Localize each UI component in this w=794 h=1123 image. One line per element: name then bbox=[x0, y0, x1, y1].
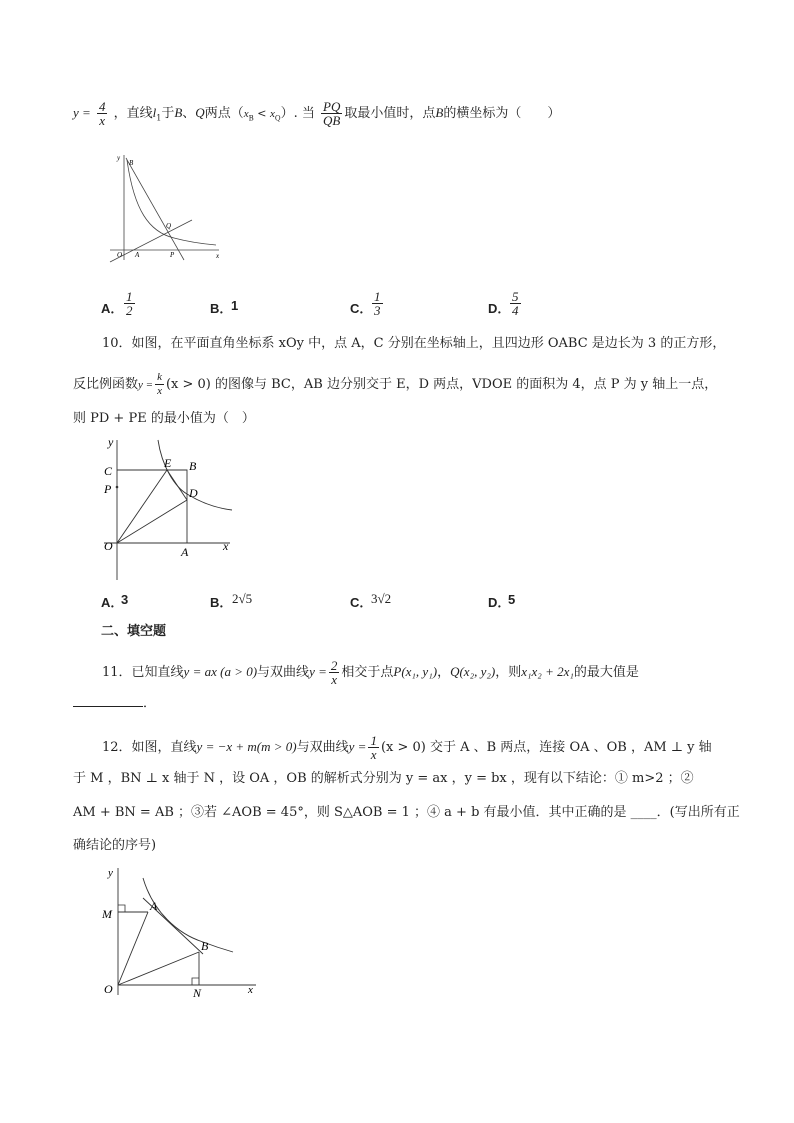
q10-line2: 反比例函数y = $\frac{k}{x}$ (x > 0) 的图像与 BC，AB 边分别交于 E，D 两点，VDOE 的面积为 4，点 P 为 y 轴上一点， bbox=[73, 371, 718, 397]
q12-label-x: x bbox=[248, 984, 253, 996]
q12-segment-ob bbox=[118, 952, 199, 985]
q10-option-a-letter[interactable]: A． bbox=[101, 595, 124, 610]
q12-right-angle-m bbox=[118, 905, 125, 912]
q10-label-o: O bbox=[104, 539, 113, 553]
q12-line1: 12．如图，直线y = −x + m(m > 0)与双曲线y = $\frac{1}{x}$ (x > 0) 交于 A 、B 两点，连接 OA 、OB ，AM ⊥ y 轴 bbox=[102, 733, 712, 762]
q12-line4: 确结论的序号) bbox=[73, 838, 157, 853]
q10-label-p: P bbox=[104, 482, 112, 496]
q9-option-c-value[interactable]: $\frac{1}{3}$ bbox=[374, 289, 381, 318]
q12-label-y: y bbox=[108, 867, 113, 879]
q12-line2: 于 M ，BN ⊥ x 轴于 N ，设 OA ，OB 的解析式分别为 y = ax ，y = bx ，现有以下结论：① m>2 ；② bbox=[73, 771, 694, 786]
q9-label-x: x bbox=[216, 252, 220, 260]
section-title-fill-blank: 二、填空题 bbox=[101, 623, 167, 638]
q9-line-l2 bbox=[110, 220, 192, 262]
q10-segment-oe bbox=[117, 470, 167, 543]
q9-option-c-letter[interactable]: C． bbox=[350, 301, 373, 316]
q10-option-d-value[interactable]: 5 bbox=[508, 592, 516, 607]
q12-label-a: A bbox=[150, 899, 158, 913]
q12-hyperbola bbox=[143, 878, 233, 952]
q10-label-b: B bbox=[189, 459, 197, 473]
q10-point-p bbox=[116, 486, 119, 489]
q10-option-c-letter[interactable]: C． bbox=[350, 595, 373, 610]
q9-label-a: A bbox=[135, 251, 140, 259]
q9-line-l1 bbox=[126, 158, 184, 260]
q10-label-y: y bbox=[108, 435, 114, 449]
q10-line1: 10．如图，在平面直角坐标系 xOy 中，点 A，C 分别在坐标轴上，且四边形 OABC 是边长为 3 的正方形， bbox=[102, 336, 726, 351]
q12-label-b: B bbox=[201, 939, 209, 953]
q10-label-d: D bbox=[189, 486, 198, 500]
q9-option-a-value[interactable]: $\frac{1}{2}$ bbox=[126, 289, 133, 318]
q10-label-x: x bbox=[223, 539, 229, 553]
q12-label-m: M bbox=[102, 907, 112, 921]
q10-label-e: E bbox=[164, 456, 172, 470]
q9-label-p: P bbox=[170, 251, 175, 259]
q10-figure bbox=[100, 432, 240, 582]
q9-label-q: Q bbox=[166, 222, 172, 230]
q10-option-c-value[interactable]: 3√2 bbox=[371, 591, 392, 606]
q9-option-d-value[interactable]: $\frac{5}{4}$ bbox=[512, 289, 519, 318]
q10-label-c: C bbox=[104, 464, 113, 478]
q9-option-a-letter[interactable]: A． bbox=[101, 301, 124, 316]
q9-option-d-letter[interactable]: D． bbox=[488, 301, 511, 316]
q12-figure bbox=[98, 862, 263, 1002]
q10-label-a: A bbox=[181, 545, 189, 559]
q10-option-b-value[interactable]: 2√5 bbox=[232, 591, 253, 606]
q10-line3: 则 PD + PE 的最小值为（ ） bbox=[73, 411, 255, 426]
q11-answer-blank[interactable] bbox=[73, 706, 143, 707]
q12-label-o: O bbox=[104, 982, 113, 996]
q10-option-b-letter[interactable]: B． bbox=[210, 595, 233, 610]
q9-label-b: B bbox=[129, 159, 134, 167]
q12-right-angle-n bbox=[192, 978, 199, 985]
q9-option-b-letter[interactable]: B． bbox=[210, 301, 233, 316]
q11-answer-line: ． bbox=[73, 696, 156, 712]
q12-label-n: N bbox=[193, 986, 202, 1000]
q10-segment-ed bbox=[167, 470, 187, 500]
q9-label-o: O bbox=[117, 251, 123, 259]
q12-segment-oa bbox=[118, 912, 148, 985]
q9-label-y: y bbox=[117, 154, 121, 162]
q9-stem: y = $\frac{4}{x}$ ，直线$l_1$于B、Q两点$(x_B < x_Q)$. 当 $\frac{PQ}{QB}$ 取最小值时，点B的横坐标为（ ） bbox=[73, 99, 561, 128]
q9-option-b-value[interactable]: 1 bbox=[231, 298, 239, 313]
q9-figure bbox=[104, 150, 224, 265]
q10-option-a-value[interactable]: 3 bbox=[121, 592, 129, 607]
q10-option-d-letter[interactable]: D． bbox=[488, 595, 511, 610]
q11-stem: 11．已知直线y = ax (a > 0)与双曲线y = $\frac{2}{x}$ 相交于点P(x₁, y₁)，Q(x₂, y₂)，则x₁x₂ + 2x₁的最大值是 bbox=[102, 658, 639, 687]
q12-line3: AM + BN = AB ；③若 ∠AOB = 45°，则 S△AOB = 1 ；④ a + b 有最小值．其中正确的是 ____．(写出所有正 bbox=[73, 805, 740, 820]
q9-hyperbola bbox=[127, 160, 216, 245]
q10-segment-od bbox=[117, 500, 187, 543]
